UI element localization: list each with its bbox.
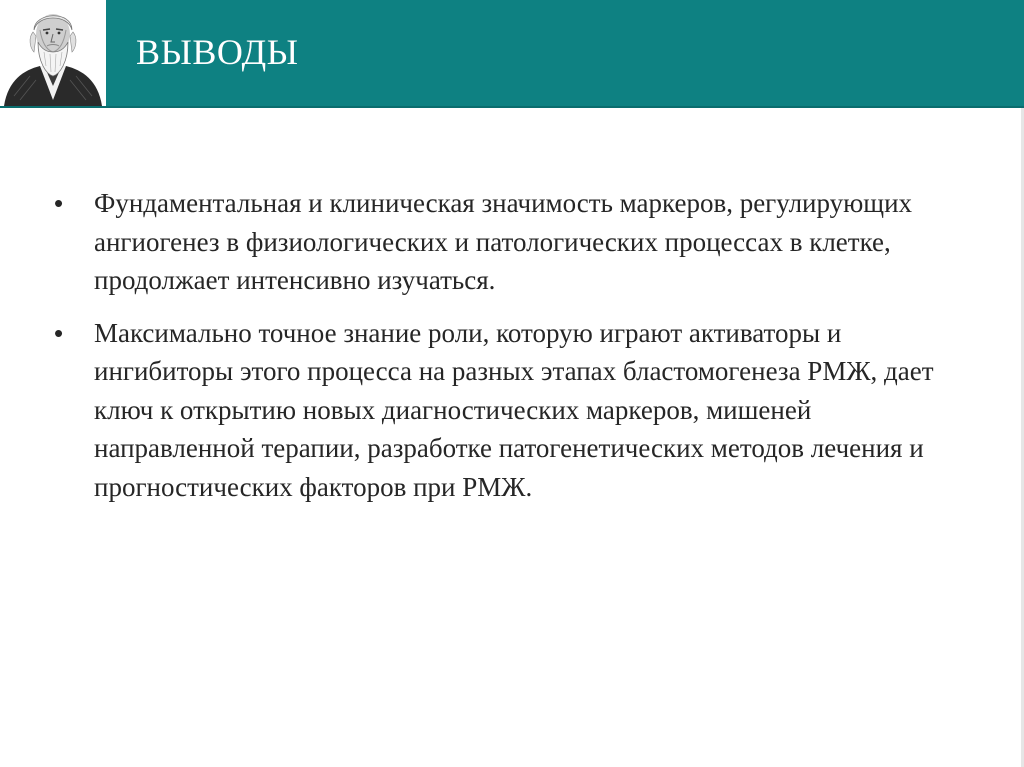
- portrait-image: [0, 0, 106, 106]
- bullet-text: Максимально точное знание роли, которую играют активаторы и ингибиторы этого процесса на разных этапах бластомогенеза РМЖ, дает ключ к открытию новых диагностических маркеров, мишеней направленной терапии, разработке патогенетических методов лечения и прогностических факторов при РМЖ.: [94, 317, 934, 502]
- portrait-icon: [0, 0, 106, 106]
- bullet-list: [54, 184, 974, 520]
- bullet-marker: •: [54, 317, 64, 348]
- bullet-text: Фундаментальная и клиническая значимость маркеров, регулирующих ангиогенез в физиологических и патологических процессах в клетке, продолжает интенсивно изучаться.: [94, 188, 913, 295]
- title-bar: [0, 0, 1024, 108]
- page-title: ВЫВОДЫ: [136, 32, 299, 72]
- bullet-marker: •: [54, 188, 64, 218]
- bullet-item: [54, 184, 974, 300]
- bullet-item: [54, 314, 974, 507]
